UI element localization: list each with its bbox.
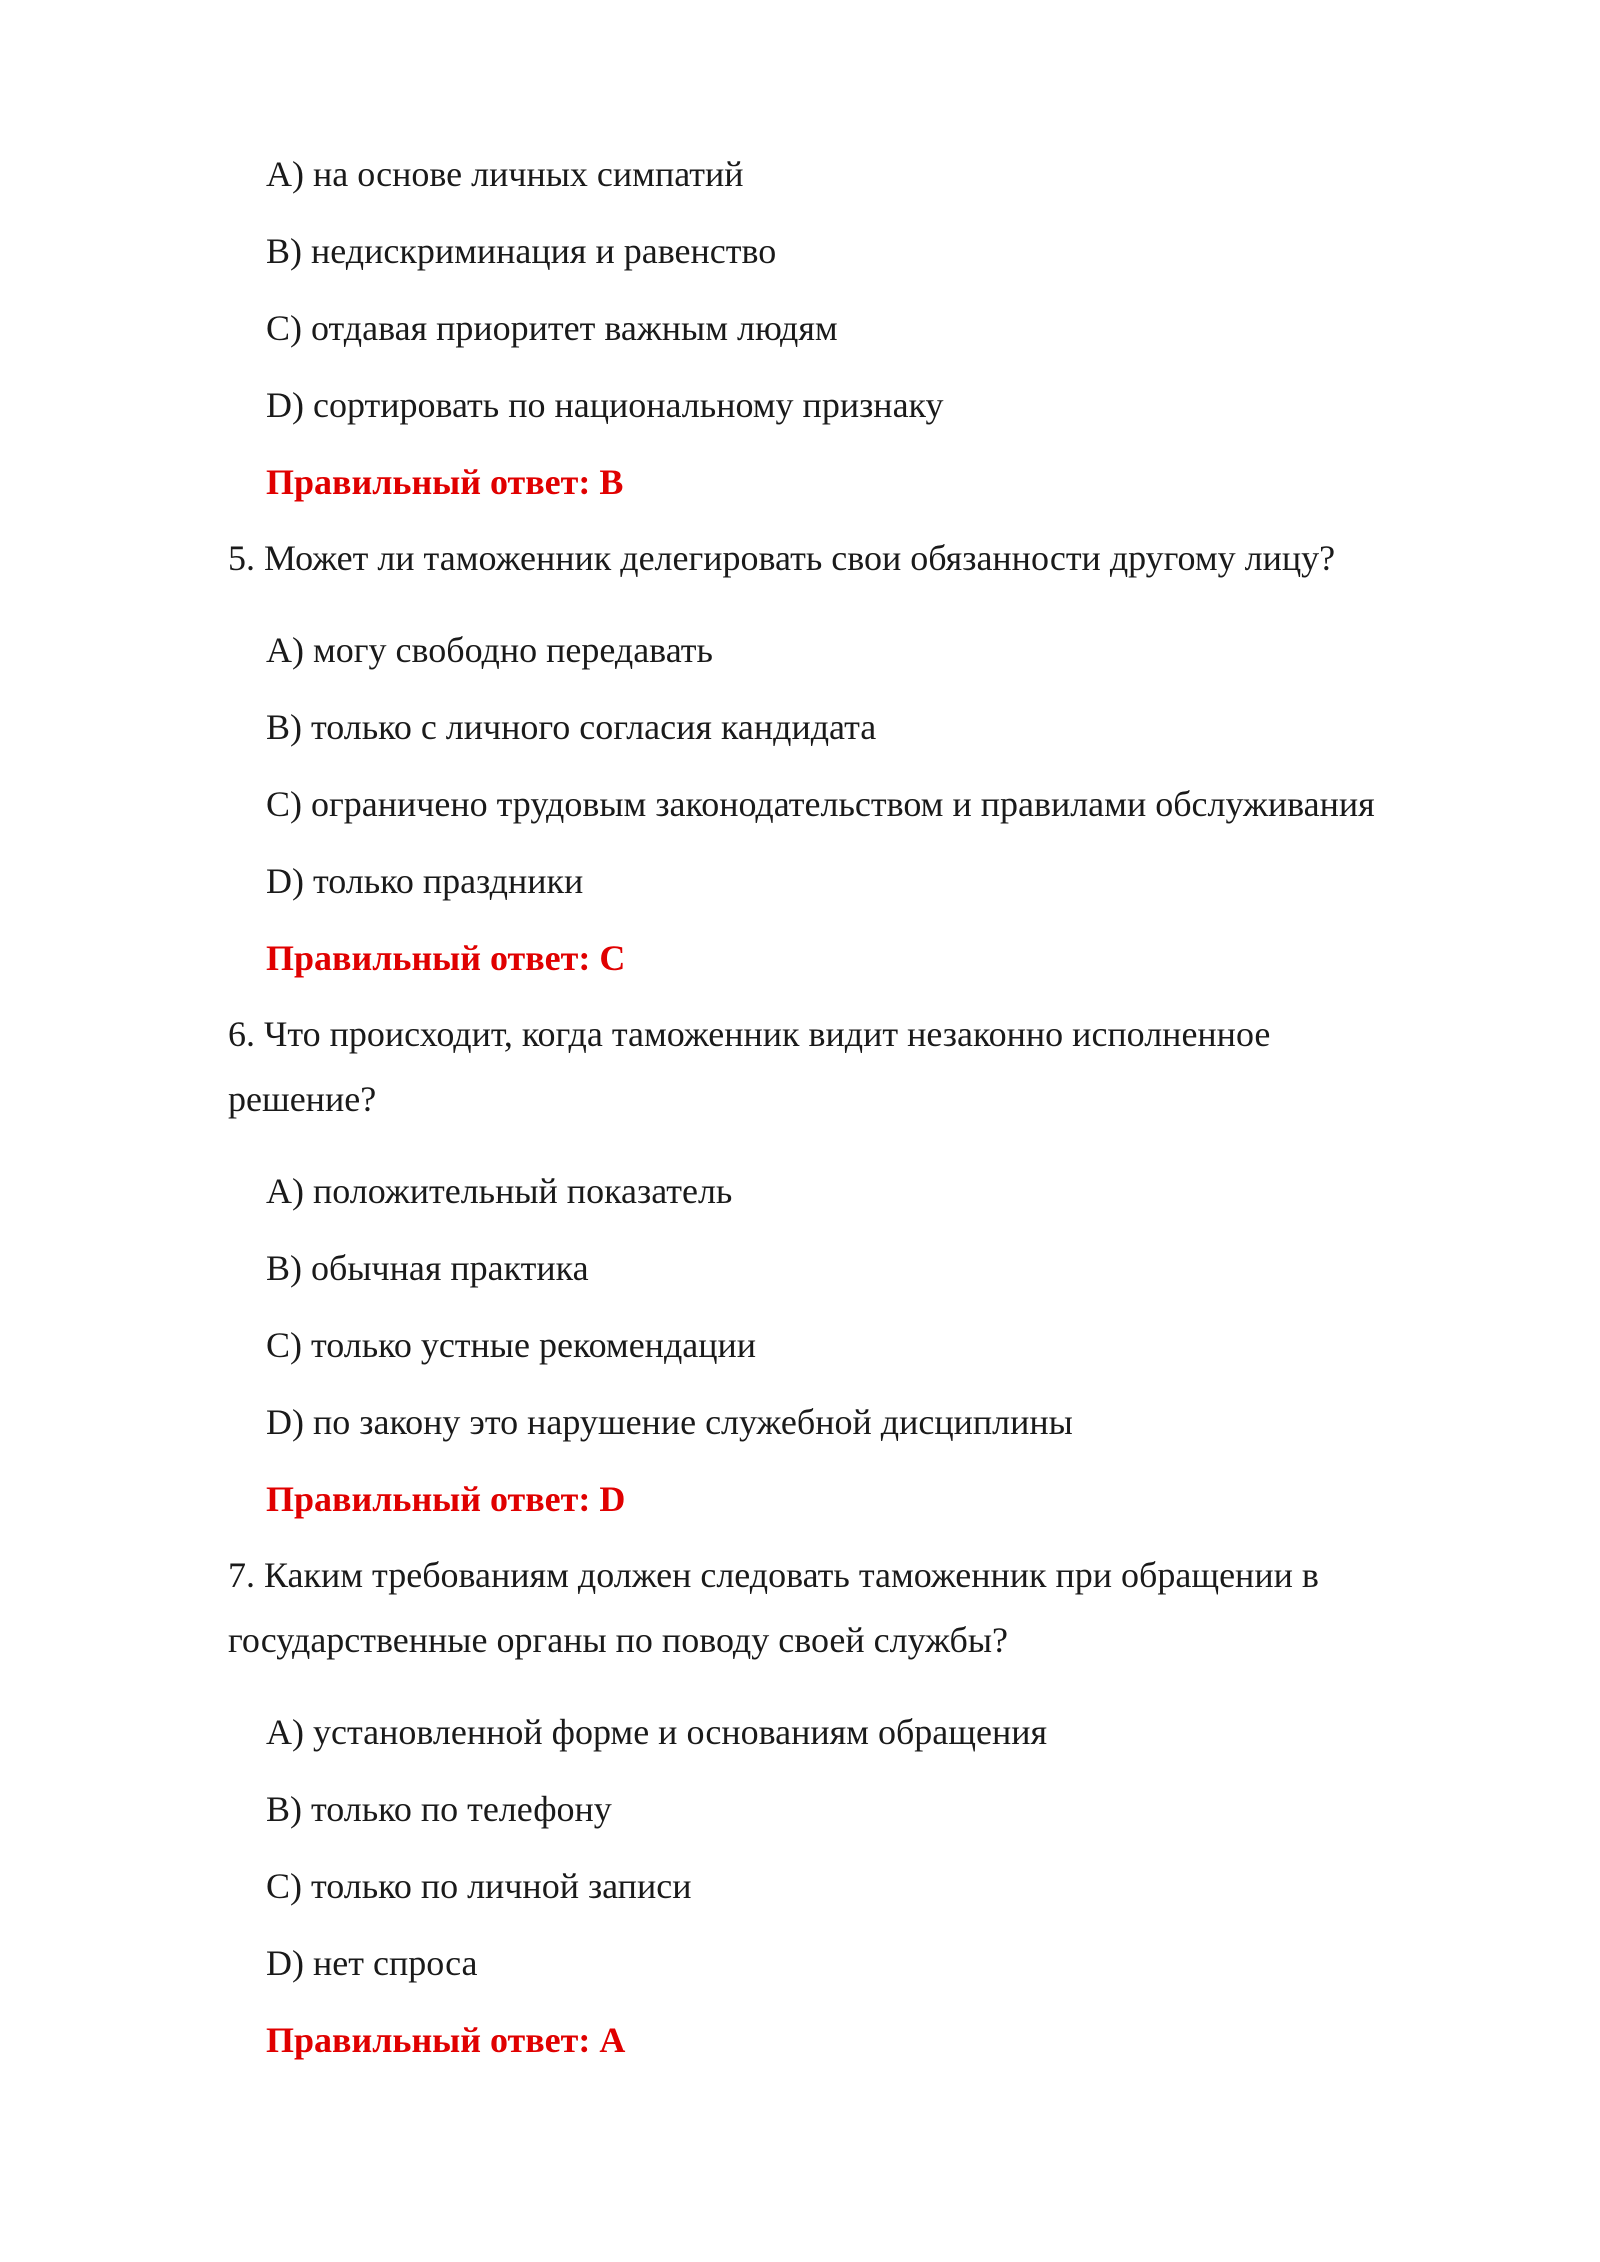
q6-option-b: B) обычная практика xyxy=(266,1248,589,1288)
q6-question-line-1: 6. Что происходит, когда таможенник видит незаконно исполненное xyxy=(228,1014,1271,1054)
q4-option-b: B) недискриминация и равенство xyxy=(266,231,777,271)
q6-correct-answer: Правильный ответ: D xyxy=(266,1479,626,1519)
q5-option-d: D) только праздники xyxy=(266,861,584,901)
q7-correct-answer: Правильный ответ: A xyxy=(266,2020,626,2060)
q6-question-line-2: решение? xyxy=(228,1079,377,1119)
q6-option-a: A) положительный показатель xyxy=(266,1171,733,1211)
q4-option-a: A) на основе личных симпатий xyxy=(266,154,744,194)
q7-option-d: D) нет спроса xyxy=(266,1943,478,1983)
q5-option-a: A) могу свободно передавать xyxy=(266,630,713,670)
q7-question-line-2: государственные органы по поводу своей службы? xyxy=(228,1620,1008,1660)
q6-option-c: C) только устные рекомендации xyxy=(266,1325,757,1365)
q5-question-line-1: 5. Может ли таможенник делегировать свои обязанности другому лицу? xyxy=(228,538,1336,578)
q4-option-c: C) отдавая приоритет важным людям xyxy=(266,308,838,348)
q5-option-c: C) ограничено трудовым законодательством и правилами обслуживания xyxy=(266,784,1375,824)
q7-option-c: C) только по личной записи xyxy=(266,1866,692,1906)
q7-question-line-1: 7. Каким требованиям должен следовать таможенник при обращении в xyxy=(228,1555,1319,1595)
q4-option-d: D) сортировать по национальному признаку xyxy=(266,385,944,425)
q5-correct-answer: Правильный ответ: C xyxy=(266,938,626,978)
q6-option-d: D) по закону это нарушение служебной дисциплины xyxy=(266,1402,1073,1442)
q7-option-a: A) установленной форме и основаниям обращения xyxy=(266,1712,1048,1752)
q5-option-b: B) только с личного согласия кандидата xyxy=(266,707,877,747)
q4-correct-answer: Правильный ответ: B xyxy=(266,462,624,502)
q7-option-b: B) только по телефону xyxy=(266,1789,612,1829)
